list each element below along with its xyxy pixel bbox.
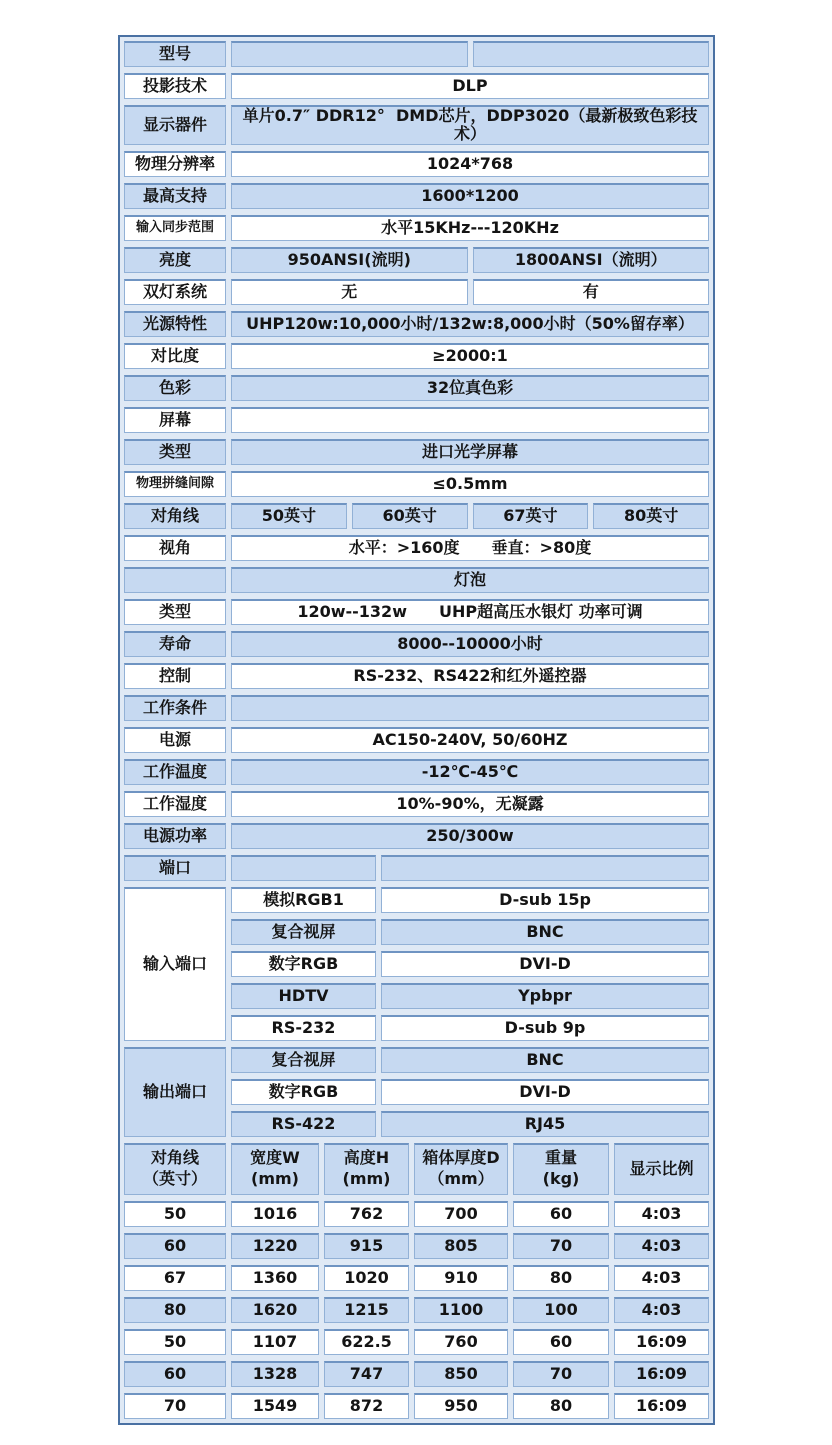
row-value: ≤0.5mm [231, 471, 709, 497]
dim-cell: 910 [414, 1265, 508, 1291]
row-label: 工作条件 [124, 695, 226, 721]
row-label: 工作湿度 [124, 791, 226, 817]
row-label [124, 567, 226, 593]
row-value: 50英寸 [231, 503, 347, 529]
spec-row [124, 599, 709, 625]
spec-row [124, 183, 709, 209]
dim-data-row [124, 1329, 709, 1355]
dim-cell: 1549 [231, 1393, 319, 1419]
dim-header-cell [324, 1143, 409, 1195]
port-group [124, 887, 709, 1041]
row-label: 类型 [124, 599, 226, 625]
row-label: 类型 [124, 439, 226, 465]
row-label: 电源 [124, 727, 226, 753]
row-value [231, 695, 709, 721]
row-value: 水平：>160度 垂直：>80度 [231, 535, 709, 561]
spec-row [124, 631, 709, 657]
dim-cell: 70 [124, 1393, 226, 1419]
spec-row [124, 503, 709, 529]
dim-header-cell [614, 1143, 709, 1195]
row-value: AC150-240V, 50/60HZ [231, 727, 709, 753]
port-name: 复合视屏 [231, 1047, 376, 1073]
dim-cell: 760 [414, 1329, 508, 1355]
spec-row [124, 41, 709, 67]
dim-cell: 80 [124, 1297, 226, 1323]
dim-cell: 100 [513, 1297, 609, 1323]
row-value: 进口光学屏幕 [231, 439, 709, 465]
dim-cell: 4:03 [614, 1201, 709, 1227]
spec-row [124, 407, 709, 433]
dim-cell: 1107 [231, 1329, 319, 1355]
port-value: D-sub 15p [381, 887, 709, 913]
row-value [231, 41, 468, 67]
spec-row [124, 151, 709, 177]
spec-row [124, 695, 709, 721]
dim-cell: 67 [124, 1265, 226, 1291]
row-value: 67英寸 [473, 503, 589, 529]
dim-header-line2: (mm) [251, 1169, 299, 1189]
spec-row [124, 73, 709, 99]
port-value: BNC [381, 919, 709, 945]
row-label: 端口 [124, 855, 226, 881]
row-value: 灯泡 [231, 567, 709, 593]
dim-header-cell [414, 1143, 508, 1195]
row-value [473, 41, 710, 67]
dim-header-line2: （mm） [428, 1169, 494, 1189]
dim-cell: 4:03 [614, 1265, 709, 1291]
spec-row [124, 279, 709, 305]
row-label: 工作温度 [124, 759, 226, 785]
dim-header-cell [513, 1143, 609, 1195]
dim-cell: 950 [414, 1393, 508, 1419]
dim-cell: 1020 [324, 1265, 409, 1291]
row-value: 250/300w [231, 823, 709, 849]
spec-row [124, 343, 709, 369]
port-value: BNC [381, 1047, 709, 1073]
row-value: UHP120w:10,000小时/132w:8,000小时（50%留存率） [231, 311, 709, 337]
row-value: 8000--10000小时 [231, 631, 709, 657]
port-group-label: 输出端口 [124, 1047, 226, 1137]
dim-cell: 4:03 [614, 1233, 709, 1259]
dim-cell: 1620 [231, 1297, 319, 1323]
dim-header-line2: （英寸） [142, 1169, 207, 1189]
dim-header-cell [231, 1143, 319, 1195]
dim-cell: 1215 [324, 1297, 409, 1323]
dim-data-row [124, 1393, 709, 1419]
row-label: 亮度 [124, 247, 226, 273]
dim-header-line1: 重量 [544, 1148, 577, 1168]
row-label: 型号 [124, 41, 226, 67]
dim-cell: 622.5 [324, 1329, 409, 1355]
row-value [381, 855, 709, 881]
dim-header-line1: 高度H [343, 1148, 390, 1168]
dim-cell: 80 [513, 1393, 609, 1419]
dim-data-row [124, 1361, 709, 1387]
spec-row [124, 791, 709, 817]
row-label: 物理分辨率 [124, 151, 226, 177]
port-name: HDTV [231, 983, 376, 1009]
row-label: 最高支持 [124, 183, 226, 209]
dim-cell: 747 [324, 1361, 409, 1387]
dim-cell: 70 [513, 1361, 609, 1387]
row-label: 投影技术 [124, 73, 226, 99]
port-name: RS-422 [231, 1111, 376, 1137]
row-value: 1600*1200 [231, 183, 709, 209]
dim-data-row [124, 1201, 709, 1227]
row-value [231, 407, 709, 433]
port-value: DVI-D [381, 951, 709, 977]
dim-data-row [124, 1265, 709, 1291]
dim-cell: 60 [513, 1201, 609, 1227]
dim-cell: 762 [324, 1201, 409, 1227]
row-label: 显示器件 [124, 105, 226, 145]
port-group-rows [231, 1047, 709, 1137]
dim-cell: 60 [513, 1329, 609, 1355]
port-name: 数字RGB [231, 951, 376, 977]
dim-header-line1: 箱体厚度D [422, 1148, 500, 1168]
row-label: 光源特性 [124, 311, 226, 337]
dim-cell: 60 [124, 1361, 226, 1387]
dim-cell: 805 [414, 1233, 508, 1259]
dim-header-line2: (kg) [542, 1169, 580, 1189]
port-row [231, 951, 709, 977]
spec-row [124, 567, 709, 593]
row-value: 10%-90%，无凝露 [231, 791, 709, 817]
port-row [231, 1047, 709, 1073]
port-name: 数字RGB [231, 1079, 376, 1105]
dim-cell: 16:09 [614, 1361, 709, 1387]
row-label: 屏幕 [124, 407, 226, 433]
row-value: 水平15KHz---120KHz [231, 215, 709, 241]
spec-row [124, 471, 709, 497]
row-label: 对角线 [124, 503, 226, 529]
port-group [124, 1047, 709, 1137]
dim-cell: 4:03 [614, 1297, 709, 1323]
port-row [231, 919, 709, 945]
port-name: 复合视屏 [231, 919, 376, 945]
dim-header-row [124, 1143, 709, 1195]
dim-header-line2: (mm) [342, 1169, 391, 1189]
row-value: 32位真色彩 [231, 375, 709, 401]
dim-cell: 16:09 [614, 1393, 709, 1419]
dim-cell: 1220 [231, 1233, 319, 1259]
spec-row [124, 823, 709, 849]
port-row [231, 887, 709, 913]
row-value: RS-232、RS422和红外遥控器 [231, 663, 709, 689]
dim-cell: 50 [124, 1201, 226, 1227]
spec-row [124, 439, 709, 465]
port-value: DVI-D [381, 1079, 709, 1105]
dim-cell: 850 [414, 1361, 508, 1387]
spec-row [124, 663, 709, 689]
dim-cell: 50 [124, 1329, 226, 1355]
row-value: 120w--132w UHP超高压水银灯 功率可调 [231, 599, 709, 625]
port-name: 模拟RGB1 [231, 887, 376, 913]
dim-cell: 80 [513, 1265, 609, 1291]
spec-row [124, 855, 709, 881]
dim-header-cell [124, 1143, 226, 1195]
row-value: 80英寸 [593, 503, 709, 529]
row-value: -12℃-45℃ [231, 759, 709, 785]
row-label: 视角 [124, 535, 226, 561]
row-value: 950ANSI(流明) [231, 247, 468, 273]
port-row [231, 1015, 709, 1041]
dim-cell: 1100 [414, 1297, 508, 1323]
row-label: 物理拼缝间隙 [124, 471, 226, 497]
row-label: 控制 [124, 663, 226, 689]
dim-cell: 70 [513, 1233, 609, 1259]
port-value: Ypbpr [381, 983, 709, 1009]
port-name: RS-232 [231, 1015, 376, 1041]
spec-row [124, 759, 709, 785]
dim-header-line1: 显示比例 [629, 1158, 694, 1178]
port-row [231, 983, 709, 1009]
row-value: DLP [231, 73, 709, 99]
dim-cell: 872 [324, 1393, 409, 1419]
dim-cell: 1360 [231, 1265, 319, 1291]
row-value: 1024*768 [231, 151, 709, 177]
spec-row [124, 247, 709, 273]
row-label: 色彩 [124, 375, 226, 401]
dim-cell: 915 [324, 1233, 409, 1259]
port-row [231, 1079, 709, 1105]
row-value: 单片0.7″ DDR12° DMD芯片，DDP3020（最新极致色彩技术） [231, 105, 709, 145]
spec-row [124, 535, 709, 561]
row-value: ≥2000:1 [231, 343, 709, 369]
dim-header-line1: 对角线 [150, 1148, 199, 1168]
spec-row [124, 727, 709, 753]
row-label: 对比度 [124, 343, 226, 369]
port-group-label: 输入端口 [124, 887, 226, 1041]
dim-data-row [124, 1297, 709, 1323]
row-value: 60英寸 [352, 503, 468, 529]
port-value: D-sub 9p [381, 1015, 709, 1041]
port-group-rows [231, 887, 709, 1041]
spec-row [124, 375, 709, 401]
port-value: RJ45 [381, 1111, 709, 1137]
spec-row [124, 215, 709, 241]
port-row [231, 1111, 709, 1137]
dim-cell: 60 [124, 1233, 226, 1259]
dim-cell: 1016 [231, 1201, 319, 1227]
row-value [231, 855, 376, 881]
dim-data-row [124, 1233, 709, 1259]
row-value: 无 [231, 279, 468, 305]
spec-row [124, 105, 709, 145]
dim-cell: 1328 [231, 1361, 319, 1387]
row-value: 有 [473, 279, 710, 305]
dim-cell: 16:09 [614, 1329, 709, 1355]
row-value: 1800ANSI（流明） [473, 247, 710, 273]
spec-table [118, 35, 715, 1425]
row-label: 电源功率 [124, 823, 226, 849]
row-label: 寿命 [124, 631, 226, 657]
row-label: 输入同步范围 [124, 215, 226, 241]
row-label: 双灯系统 [124, 279, 226, 305]
dim-cell: 700 [414, 1201, 508, 1227]
dim-header-line1: 宽度W [250, 1148, 300, 1168]
spec-row [124, 311, 709, 337]
